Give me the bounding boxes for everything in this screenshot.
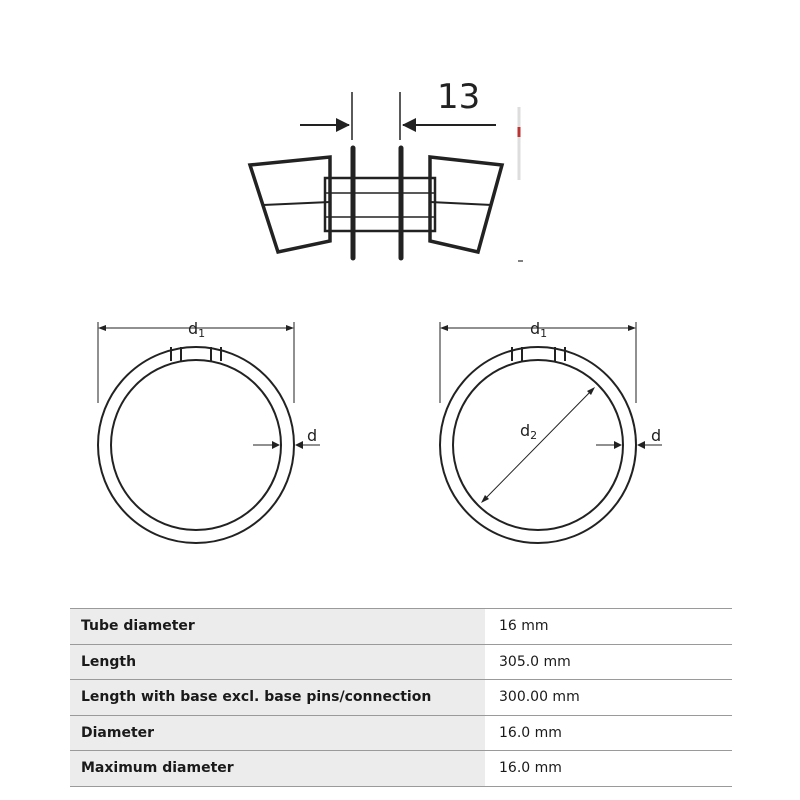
d1-label-right: d1	[530, 319, 548, 340]
d1-label-left: d1	[188, 319, 206, 340]
edge-marks	[518, 107, 523, 261]
spec-label: Diameter	[70, 715, 485, 751]
d-label-left: d	[307, 426, 318, 445]
spec-value: 16 mm	[485, 609, 732, 645]
spec-row-length-with-base	[70, 680, 732, 716]
spec-value: 305.0 mm	[485, 644, 732, 680]
d2-dimension-line	[483, 389, 593, 501]
spec-label: Length	[70, 644, 485, 680]
spec-row-length	[70, 644, 732, 680]
spec-label: Length with base excl. base pins/connection	[70, 680, 485, 716]
spec-label: Tube diameter	[70, 609, 485, 645]
circle-view-left	[98, 322, 320, 543]
spec-value: 16.0 mm	[485, 751, 732, 787]
connector-body	[325, 178, 435, 231]
spec-value: 300.00 mm	[485, 680, 732, 716]
spec-row-maximum-diameter	[70, 751, 732, 787]
d2-label: d2	[520, 421, 538, 442]
base-dimension-label: 13	[437, 77, 481, 117]
spec-table	[70, 608, 732, 787]
d-label-right: d	[651, 426, 662, 445]
circle-view-right	[440, 322, 662, 543]
spec-label: Maximum diameter	[70, 751, 485, 787]
spec-value: 16.0 mm	[485, 715, 732, 751]
spec-row-diameter	[70, 715, 732, 751]
spec-row-tube-diameter	[70, 609, 732, 645]
